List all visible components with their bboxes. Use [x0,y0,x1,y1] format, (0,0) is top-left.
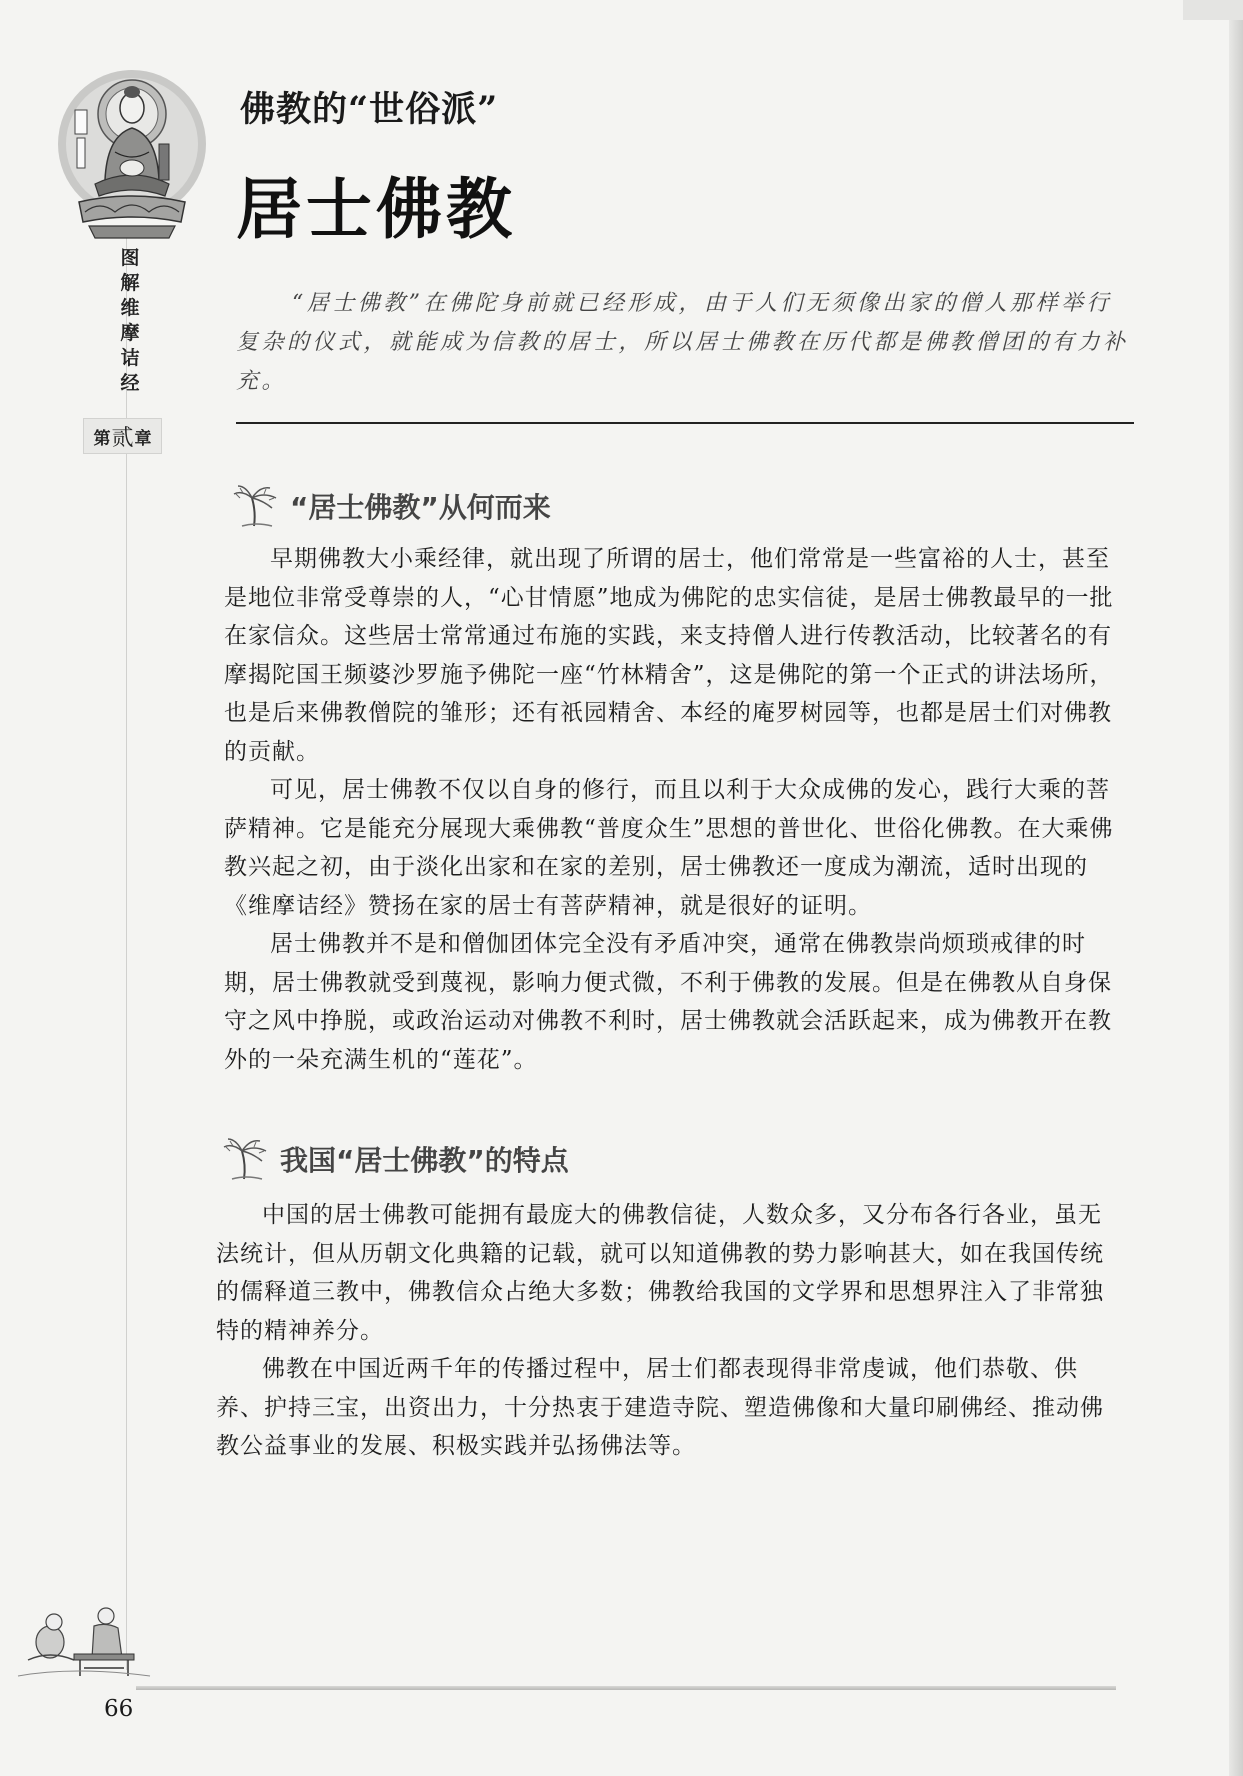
book-title-vertical [112,246,148,396]
scholars-illustration-icon [14,1602,154,1682]
book-title-char: 诘 [120,347,140,369]
book-title-char: 经 [120,372,140,394]
book-title-char: 图 [120,247,140,269]
book-title-char: 维 [120,297,140,319]
page-subtitle: 佛教的“世俗派” [240,89,499,130]
paragraph: 早期佛教大小乘经律，就出现了所谓的居士，他们常常是一些富裕的人士，甚至是地位非常受尊崇的人，“心甘情愿”地成为佛陀的忠实信徒，是居士佛教最早的一批在家信众。这些居士常常通过布施的实践，来支持僧人进行传教活动，比较著名的有摩揭陀国王频婆沙罗施予佛陀一座“竹林精舍”，这是佛陀的第一个正式的讲法场所，也是后来佛教僧院的雏形；还有祇园精舍、本经的庵罗树园等，也都是居士们对佛教的贡献。 [224,546,1114,765]
section-heading-origin [232,484,551,528]
tree-icon [222,1137,270,1181]
page-edge-shadow [1229,0,1243,1776]
chapter-number: 贰 [111,425,134,451]
section-heading-features [222,1137,569,1181]
section-heading-text: “居士佛教”从何而来 [290,491,551,524]
chapter-label [83,418,162,454]
paragraph: 居士佛教并不是和僧伽团体完全没有矛盾冲突，通常在佛教崇尚烦琐戒律的时期，居士佛教就受到蔑视，影响力便式微，不利于佛教的发展。但是在佛教从自身保守之风中挣脱，或政治运动对佛教不利时，居士佛教就会活跃起来，成为佛教开在教外的一朵充满生机的“莲花”。 [224,931,1112,1073]
page-number: 66 [104,1696,134,1722]
book-title-char: 摩 [120,322,140,344]
page-corner [1183,0,1243,20]
chapter-prefix: 第 [93,428,111,449]
footer-rule [136,1686,1116,1690]
section-body-features [216,1196,1122,1466]
section-heading-text: 我国“居士佛教”的特点 [280,1144,569,1177]
chapter-suffix: 章 [134,428,152,449]
book-title-char: 解 [120,272,140,294]
buddha-icon [55,62,209,242]
page-title: 居士佛教 [236,170,516,248]
tree-icon [232,484,280,528]
intro-paragraph: “居士佛教”在佛陀身前就已经形成，由于人们无须像出家的僧人那样举行复杂的仪式，就能成为信教的居士，所以居士佛教在历代都是佛教僧团的有力补充。 [236,291,1129,394]
section-body-origin [224,540,1130,1079]
paragraph: 可见，居士佛教不仅以自身的修行，而且以利于大众成佛的发心，践行大乘的菩萨精神。它是能充分展现大乘佛教“普度众生”思想的普世化、世俗化佛教。在大乘佛教兴起之初，由于淡化出家和在家的差别，居士佛教还一度成为潮流，适时出现的《维摩诘经》赞扬在家的居士有菩萨精神，就是很好的证明。 [224,777,1114,919]
paragraph: 佛教在中国近两千年的传播过程中，居士们都表现得非常虔诚，他们恭敬、供养、护持三宝，出资出力，十分热衷于建造寺院、塑造佛像和大量印刷佛经、推动佛教公益事业的发展、积极实践并弘扬佛法等。 [216,1356,1104,1459]
intro-divider [236,422,1134,424]
paragraph: 中国的居士佛教可能拥有最庞大的佛教信徒，人数众多，又分布各行各业，虽无法统计，但从历朝文化典籍的记载，就可以知道佛教的势力影响甚大，如在我国传统的儒释道三教中，佛教信众占绝大多数；佛教给我国的文学界和思想界注入了非常独特的精神养分。 [216,1202,1104,1344]
